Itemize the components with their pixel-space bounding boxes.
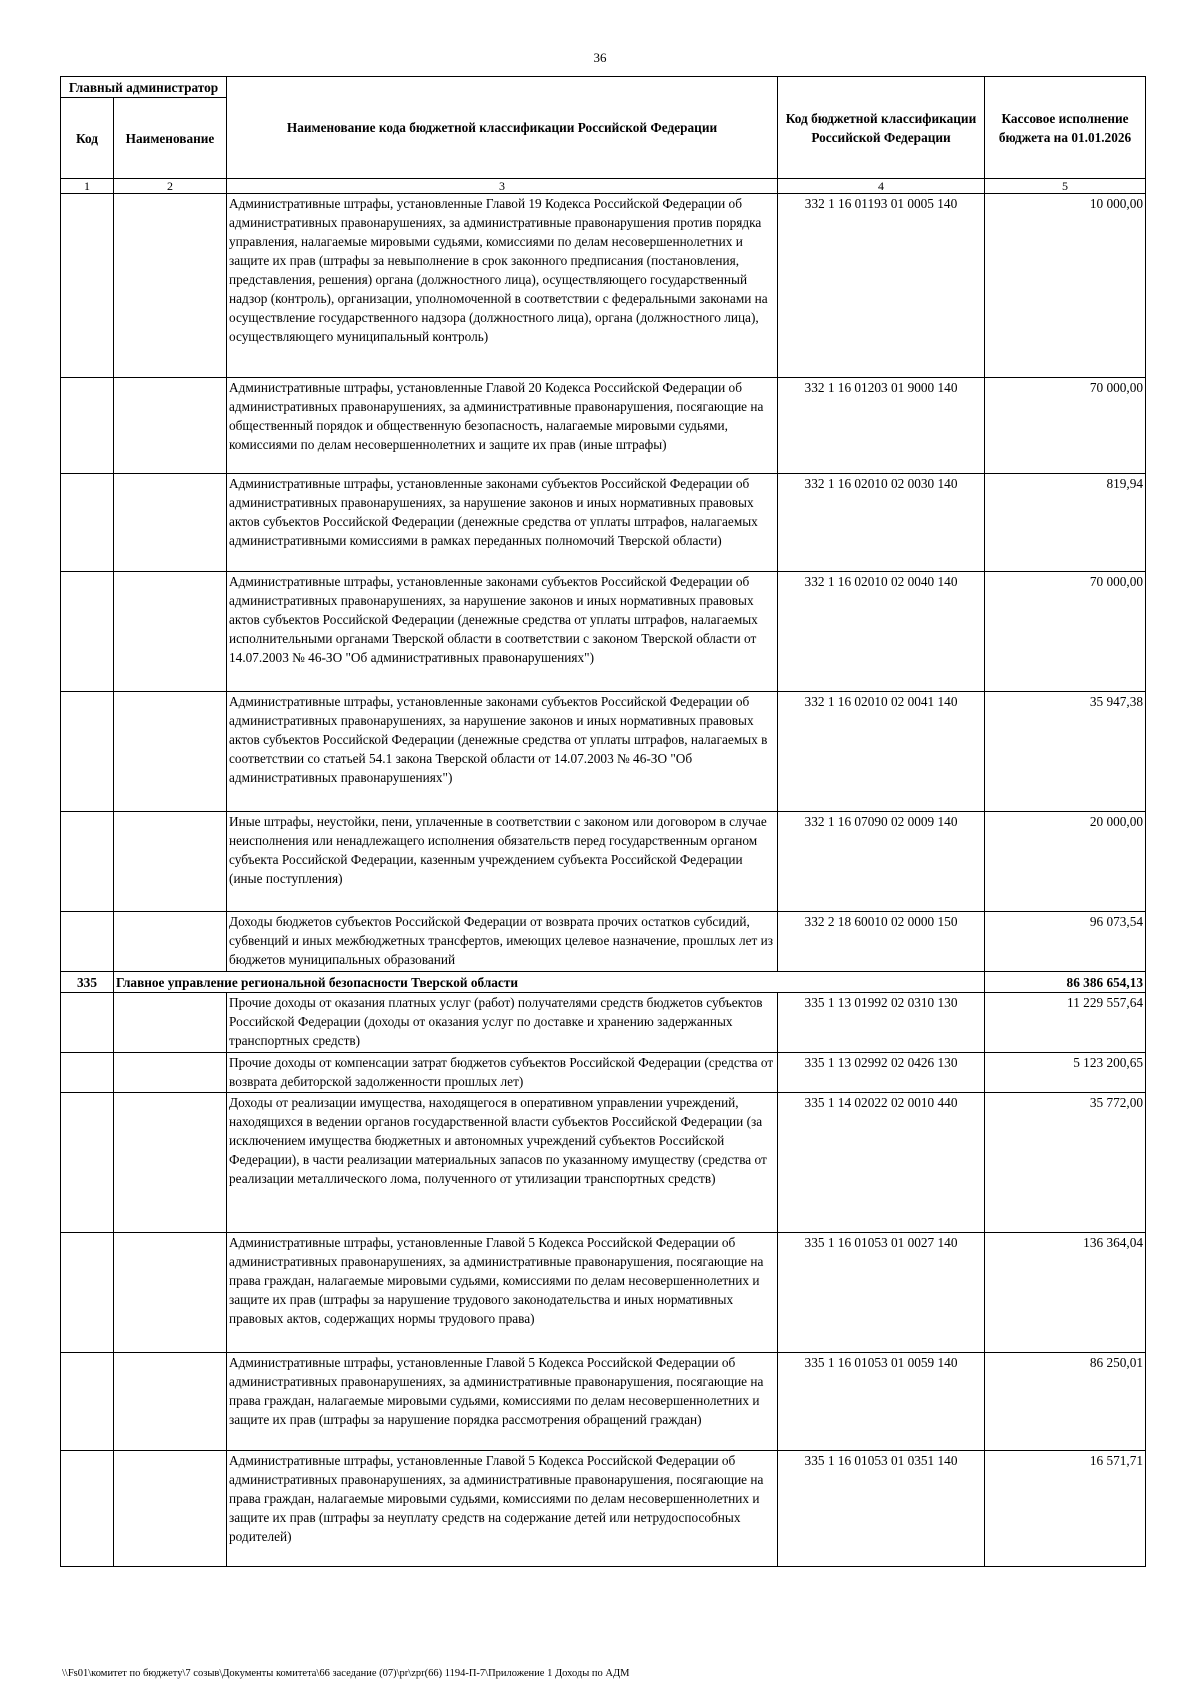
row-amount: 70 000,00 (985, 572, 1146, 692)
column-number: 4 (778, 179, 985, 194)
row-description: Административные штрафы, установленные законами субъектов Российской Федерации об административных правонарушениях, за нарушение законов и иных нормативных правовых актов субъектов Российской Федерации (денежные средства от уплаты штрафов, налагаемых исполнительными органами Тверской области в соответствии с законом Тверской области от 14.07.2003 № 46-ЗО "Об административных правонарушениях") (227, 572, 778, 692)
header-execution: Кассовое исполнение бюджета на 01.01.2026 (985, 77, 1146, 179)
table-row (61, 812, 1146, 912)
column-number: 1 (61, 179, 114, 194)
row-kbk-code: 335 1 16 01053 01 0027 140 (778, 1233, 985, 1353)
header-name: Наименование (114, 98, 227, 179)
admin-total-amount: 86 386 654,13 (985, 972, 1146, 993)
row-kbk-code: 332 1 16 02010 02 0040 140 (778, 572, 985, 692)
table-row (61, 1451, 1146, 1567)
row-amount: 35 772,00 (985, 1093, 1146, 1233)
row-description: Доходы от реализации имущества, находящегося в оперативном управлении учреждений, находящихся в ведении органов государственной власти субъектов Российской Федерации (за исключением имущества бюджетных и автономных учреждений субъектов Российской Федерации), в части реализации материальных запасов по указанному имуществу (средства от реализации металлического лома, полученного от утилизации транспортных средств) (227, 1093, 778, 1233)
row-kbk-code: 332 1 16 02010 02 0041 140 (778, 692, 985, 812)
row-kbk-code: 335 1 13 02992 02 0426 130 (778, 1053, 985, 1093)
header-kbk-code: Код бюджетной классификации Российской Федерации (778, 77, 985, 179)
column-numbers-row (61, 179, 1146, 194)
table-row (61, 378, 1146, 474)
row-amount: 20 000,00 (985, 812, 1146, 912)
row-amount: 10 000,00 (985, 194, 1146, 378)
row-description: Административные штрафы, установленные законами субъектов Российской Федерации об административных правонарушениях, за нарушение законов и иных нормативных правовых актов субъектов Российской Федерации (денежные средства от уплаты штрафов, налагаемых административными комиссиями в рамках переданных полномочий Тверской области) (227, 474, 778, 572)
row-description: Иные штрафы, неустойки, пени, уплаченные в соответствии с законом или договором в случае неисполнения или ненадлежащего исполнения обязательств перед государственным органом субъекта Российской Федерации, казенным учреждением субъекта Российской Федерации (иные поступления) (227, 812, 778, 912)
row-amount: 70 000,00 (985, 378, 1146, 474)
admin-group-row (61, 972, 1146, 993)
row-kbk-code: 335 1 13 01992 02 0310 130 (778, 993, 985, 1053)
row-description: Прочие доходы от оказания платных услуг (работ) получателями средств бюджетов субъектов Российской Федерации (доходы от оказания услуг по доставке и хранению задержанных транспортных средств) (227, 993, 778, 1053)
row-kbk-code: 332 1 16 02010 02 0030 140 (778, 474, 985, 572)
header-code: Код (61, 98, 114, 179)
row-amount: 136 364,04 (985, 1233, 1146, 1353)
row-description: Административные штрафы, установленные Главой 5 Кодекса Российской Федерации об административных правонарушениях, за административные правонарушения, посягающие на права граждан, налагаемые мировыми судьями, комиссиями по делам несовершеннолетних и защите их прав (штрафы за нарушение порядка рассмотрения обращений граждан) (227, 1353, 778, 1451)
row-kbk-code: 332 1 16 07090 02 0009 140 (778, 812, 985, 912)
page-number: 36 (593, 50, 607, 65)
row-kbk-code: 332 1 16 01203 01 9000 140 (778, 378, 985, 474)
row-description: Административные штрафы, установленные Главой 20 Кодекса Российской Федерации об административных правонарушениях, за административные правонарушения, посягающие на общественный порядок и общественную безопасность, налагаемые мировыми судьями, комиссиями по делам несовершеннолетних и защите их прав (иные штрафы) (227, 378, 778, 474)
table-row (61, 1233, 1146, 1353)
table-row (61, 474, 1146, 572)
row-amount: 819,94 (985, 474, 1146, 572)
row-kbk-code: 335 1 16 01053 01 0351 140 (778, 1451, 985, 1567)
row-amount: 86 250,01 (985, 1353, 1146, 1451)
row-description: Административные штрафы, установленные Главой 19 Кодекса Российской Федерации об административных правонарушениях, за административные правонарушения против порядка управления, налагаемые мировыми судьями, комиссиями по делам несовершеннолетних и защите их прав (штрафы за невыполнение в срок законного предписания (постановления, представления, решения) органа (должностного лица), осуществляющего государственный надзор (контроль), организации, уполномоченной в соответствии с федеральными законами на осуществление государственного надзора (должностного лица), органа (должностного лица), осуществляющего муниципальный контроль) (227, 194, 778, 378)
table-row (61, 912, 1146, 972)
header-kbk-name: Наименование кода бюджетной классификации Российской Федерации (227, 77, 778, 179)
row-kbk-code: 335 1 16 01053 01 0059 140 (778, 1353, 985, 1451)
table-row (61, 1053, 1146, 1093)
row-description: Прочие доходы от компенсации затрат бюджетов субъектов Российской Федерации (средства от возврата дебиторской задолженности прошлых лет) (227, 1053, 778, 1093)
row-kbk-code: 332 1 16 01193 01 0005 140 (778, 194, 985, 378)
table-row (61, 692, 1146, 812)
row-amount: 16 571,71 (985, 1451, 1146, 1567)
column-number: 5 (985, 179, 1146, 194)
table-row (61, 1353, 1146, 1451)
row-description: Административные штрафы, установленные Главой 5 Кодекса Российской Федерации об административных правонарушениях, за административные правонарушения, посягающие на права граждан, налагаемые мировыми судьями, комиссиями по делам несовершеннолетних и защите их прав (штрафы за нарушение трудового законодательства и иных нормативных правовых актов, содержащих нормы трудового права) (227, 1233, 778, 1353)
column-number: 3 (227, 179, 778, 194)
row-description: Административные штрафы, установленные Главой 5 Кодекса Российской Федерации об административных правонарушениях, за административные правонарушения, посягающие на права граждан, налагаемые мировыми судьями, комиссиями по делам несовершеннолетних и защите их прав (штрафы за неуплату средств на содержание детей или нетрудоспособных родителей) (227, 1451, 778, 1567)
admin-name: Главное управление региональной безопасности Тверской области (114, 972, 985, 993)
row-amount: 96 073,54 (985, 912, 1146, 972)
table-row (61, 993, 1146, 1053)
table-row (61, 194, 1146, 378)
column-number: 2 (114, 179, 227, 194)
footer-file-path: \\Fs01\комитет по бюджету\7 созыв\Документы комитета\66 заседание (07)\pr\zpr(66) 1194-П-7\Приложение 1 Доходы по АДМ (62, 1668, 630, 1679)
row-kbk-code: 335 1 14 02022 02 0010 440 (778, 1093, 985, 1233)
table-row (61, 1093, 1146, 1233)
row-amount: 11 229 557,64 (985, 993, 1146, 1053)
header-admin-group: Главный администратор (61, 77, 227, 98)
admin-code: 335 (61, 972, 114, 993)
row-description: Доходы бюджетов субъектов Российской Федерации от возврата прочих остатков субсидий, субвенций и иных межбюджетных трансфертов, имеющих целевое назначение, прошлых лет из бюджетов муниципальных образований (227, 912, 778, 972)
budget-table (60, 76, 1146, 1567)
row-description: Административные штрафы, установленные законами субъектов Российской Федерации об административных правонарушениях, за нарушение законов и иных нормативных правовых актов субъектов Российской Федерации (денежные средства от уплаты штрафов, налагаемых в соответствии со статьей 54.1 закона Тверской области от 14.07.2003 № 46-ЗО "Об административных правонарушениях") (227, 692, 778, 812)
row-amount: 35 947,38 (985, 692, 1146, 812)
row-kbk-code: 332 2 18 60010 02 0000 150 (778, 912, 985, 972)
table-row (61, 572, 1146, 692)
row-amount: 5 123 200,65 (985, 1053, 1146, 1093)
